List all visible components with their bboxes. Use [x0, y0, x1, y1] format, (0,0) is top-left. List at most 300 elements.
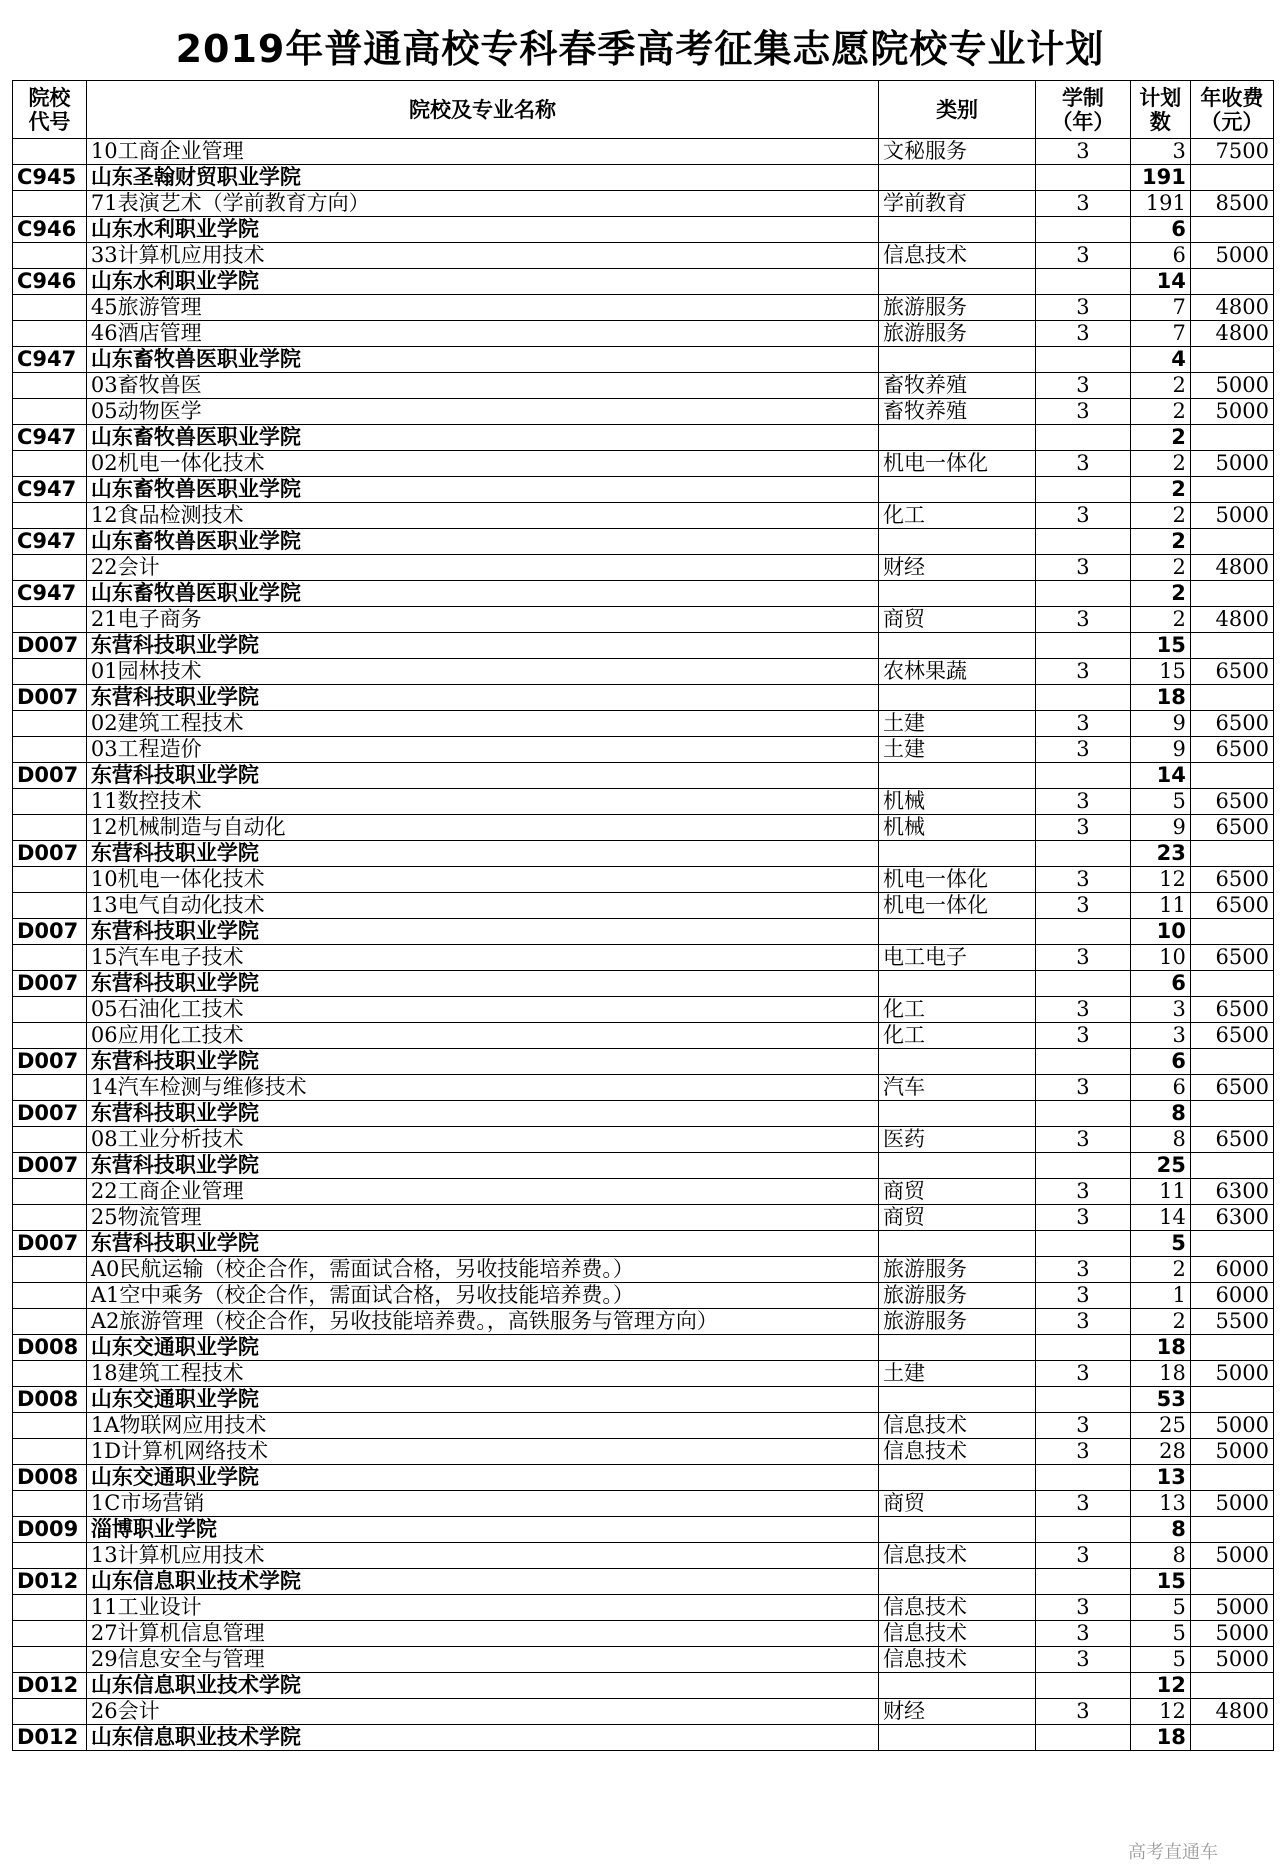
- cell-code: D007: [13, 1049, 87, 1075]
- major-row: [13, 607, 1274, 633]
- cell-category: [879, 971, 1036, 997]
- cell-name: 11工业设计: [86, 1595, 878, 1621]
- cell-code: [13, 711, 87, 737]
- cell-category: 化工: [879, 997, 1036, 1023]
- cell-category: [879, 1465, 1036, 1491]
- cell-years: 3: [1036, 1179, 1131, 1205]
- cell-name: 山东信息职业技术学院: [86, 1673, 878, 1699]
- cell-name: 山东交通职业学院: [86, 1387, 878, 1413]
- cell-name: 06应用化工技术: [86, 1023, 878, 1049]
- cell-years: [1036, 1569, 1131, 1595]
- cell-category: 电工电子: [879, 945, 1036, 971]
- cell-fee: [1190, 633, 1273, 659]
- cell-fee: [1190, 1673, 1273, 1699]
- cell-category: 畜牧养殖: [879, 373, 1036, 399]
- cell-plan: 18: [1130, 1725, 1190, 1751]
- cell-plan: 15: [1130, 659, 1190, 685]
- cell-plan: 12: [1130, 1699, 1190, 1725]
- cell-fee: [1190, 1231, 1273, 1257]
- cell-years: [1036, 919, 1131, 945]
- cell-category: 信息技术: [879, 1595, 1036, 1621]
- cell-years: 3: [1036, 893, 1131, 919]
- cell-fee: 8500: [1190, 191, 1273, 217]
- cell-plan: 2: [1130, 425, 1190, 451]
- cell-years: 3: [1036, 295, 1131, 321]
- cell-code: [13, 815, 87, 841]
- school-row: [13, 685, 1274, 711]
- cell-fee: [1190, 217, 1273, 243]
- cell-plan: 5: [1130, 1621, 1190, 1647]
- cell-years: 3: [1036, 1361, 1131, 1387]
- cell-code: [13, 1439, 87, 1465]
- cell-plan: 11: [1130, 1179, 1190, 1205]
- cell-code: [13, 191, 87, 217]
- cell-years: 3: [1036, 1309, 1131, 1335]
- cell-fee: 5500: [1190, 1309, 1273, 1335]
- cell-fee: [1190, 1101, 1273, 1127]
- cell-fee: 4800: [1190, 1699, 1273, 1725]
- cell-name: 22会计: [86, 555, 878, 581]
- cell-name: 05动物医学: [86, 399, 878, 425]
- major-row: [13, 555, 1274, 581]
- cell-years: 3: [1036, 191, 1131, 217]
- cell-fee: [1190, 1465, 1273, 1491]
- cell-plan: 9: [1130, 711, 1190, 737]
- cell-name: 33计算机应用技术: [86, 243, 878, 269]
- cell-fee: 5000: [1190, 1647, 1273, 1673]
- cell-name: 东营科技职业学院: [86, 633, 878, 659]
- cell-plan: 2: [1130, 503, 1190, 529]
- major-row: [13, 1075, 1274, 1101]
- cell-years: 3: [1036, 659, 1131, 685]
- cell-fee: [1190, 763, 1273, 789]
- cell-category: 旅游服务: [879, 1283, 1036, 1309]
- cell-code: D012: [13, 1569, 87, 1595]
- cell-name: 山东畜牧兽医职业学院: [86, 347, 878, 373]
- cell-years: [1036, 1101, 1131, 1127]
- cell-category: 机电一体化: [879, 893, 1036, 919]
- cell-plan: 15: [1130, 1569, 1190, 1595]
- cell-years: [1036, 425, 1131, 451]
- cell-code: [13, 503, 87, 529]
- cell-plan: 3: [1130, 997, 1190, 1023]
- school-row: [13, 841, 1274, 867]
- cell-years: 3: [1036, 815, 1131, 841]
- cell-name: 1D计算机网络技术: [86, 1439, 878, 1465]
- table-header-row: [13, 81, 1274, 139]
- cell-code: [13, 139, 87, 165]
- major-row: [13, 737, 1274, 763]
- cell-years: 3: [1036, 399, 1131, 425]
- cell-category: 文秘服务: [879, 139, 1036, 165]
- cell-code: C947: [13, 529, 87, 555]
- cell-name: 18建筑工程技术: [86, 1361, 878, 1387]
- cell-code: [13, 321, 87, 347]
- cell-years: 3: [1036, 1023, 1131, 1049]
- cell-years: [1036, 971, 1131, 997]
- major-row: [13, 1647, 1274, 1673]
- cell-plan: 7: [1130, 295, 1190, 321]
- cell-category: [879, 685, 1036, 711]
- cell-plan: 5: [1130, 1231, 1190, 1257]
- cell-years: 3: [1036, 867, 1131, 893]
- cell-fee: [1190, 971, 1273, 997]
- cell-category: 机电一体化: [879, 451, 1036, 477]
- cell-fee: 5000: [1190, 1439, 1273, 1465]
- cell-code: D009: [13, 1517, 87, 1543]
- header-years: 学制 （年）: [1036, 81, 1131, 139]
- major-row: [13, 243, 1274, 269]
- major-row: [13, 815, 1274, 841]
- cell-plan: 28: [1130, 1439, 1190, 1465]
- cell-fee: 6300: [1190, 1179, 1273, 1205]
- cell-plan: 11: [1130, 893, 1190, 919]
- cell-category: [879, 1569, 1036, 1595]
- cell-fee: 6500: [1190, 1127, 1273, 1153]
- cell-plan: 12: [1130, 1673, 1190, 1699]
- cell-name: 山东水利职业学院: [86, 217, 878, 243]
- cell-code: [13, 399, 87, 425]
- cell-plan: 12: [1130, 867, 1190, 893]
- major-row: [13, 373, 1274, 399]
- cell-fee: 5000: [1190, 1491, 1273, 1517]
- school-row: [13, 269, 1274, 295]
- cell-plan: 8: [1130, 1127, 1190, 1153]
- cell-years: [1036, 1153, 1131, 1179]
- cell-years: [1036, 581, 1131, 607]
- cell-plan: 4: [1130, 347, 1190, 373]
- cell-code: D008: [13, 1387, 87, 1413]
- school-row: [13, 1231, 1274, 1257]
- cell-years: 3: [1036, 945, 1131, 971]
- cell-years: 3: [1036, 1257, 1131, 1283]
- school-row: [13, 1153, 1274, 1179]
- cell-fee: 6500: [1190, 997, 1273, 1023]
- cell-name: 01园林技术: [86, 659, 878, 685]
- cell-plan: 2: [1130, 1309, 1190, 1335]
- cell-name: 东营科技职业学院: [86, 841, 878, 867]
- cell-code: [13, 1647, 87, 1673]
- cell-fee: 6500: [1190, 867, 1273, 893]
- cell-years: 3: [1036, 1075, 1131, 1101]
- cell-category: [879, 1517, 1036, 1543]
- cell-plan: 2: [1130, 451, 1190, 477]
- cell-code: [13, 737, 87, 763]
- cell-code: D012: [13, 1673, 87, 1699]
- cell-years: [1036, 1231, 1131, 1257]
- header-code: 院校 代号: [13, 81, 87, 139]
- cell-fee: 6500: [1190, 1023, 1273, 1049]
- cell-code: D007: [13, 971, 87, 997]
- cell-category: 土建: [879, 1361, 1036, 1387]
- cell-fee: 6500: [1190, 1075, 1273, 1101]
- cell-plan: 18: [1130, 1361, 1190, 1387]
- school-row: [13, 1517, 1274, 1543]
- cell-plan: 2: [1130, 581, 1190, 607]
- cell-category: 土建: [879, 711, 1036, 737]
- cell-category: [879, 581, 1036, 607]
- cell-years: [1036, 841, 1131, 867]
- major-row: [13, 191, 1274, 217]
- cell-plan: 1: [1130, 1283, 1190, 1309]
- cell-name: 29信息安全与管理: [86, 1647, 878, 1673]
- major-row: [13, 1257, 1274, 1283]
- cell-code: [13, 659, 87, 685]
- cell-years: 3: [1036, 1127, 1131, 1153]
- cell-years: [1036, 529, 1131, 555]
- cell-fee: 7500: [1190, 139, 1273, 165]
- cell-code: [13, 1361, 87, 1387]
- cell-years: 3: [1036, 1595, 1131, 1621]
- cell-years: 3: [1036, 1413, 1131, 1439]
- cell-category: [879, 1725, 1036, 1751]
- school-row: [13, 1465, 1274, 1491]
- cell-code: C947: [13, 581, 87, 607]
- cell-name: 26会计: [86, 1699, 878, 1725]
- cell-code: D007: [13, 633, 87, 659]
- cell-category: [879, 1049, 1036, 1075]
- cell-code: [13, 1179, 87, 1205]
- cell-category: [879, 269, 1036, 295]
- cell-category: [879, 1153, 1036, 1179]
- cell-category: [879, 529, 1036, 555]
- cell-plan: 25: [1130, 1413, 1190, 1439]
- header-fee: 年收费 （元）: [1190, 81, 1273, 139]
- school-row: [13, 581, 1274, 607]
- cell-name: 山东交通职业学院: [86, 1465, 878, 1491]
- school-row: [13, 477, 1274, 503]
- cell-category: [879, 477, 1036, 503]
- cell-category: [879, 217, 1036, 243]
- cell-years: 3: [1036, 711, 1131, 737]
- cell-name: 东营科技职业学院: [86, 1153, 878, 1179]
- cell-code: D007: [13, 763, 87, 789]
- cell-category: [879, 1335, 1036, 1361]
- cell-plan: 14: [1130, 763, 1190, 789]
- cell-fee: 6500: [1190, 893, 1273, 919]
- cell-years: [1036, 633, 1131, 659]
- cell-fee: [1190, 1569, 1273, 1595]
- major-row: [13, 711, 1274, 737]
- cell-fee: 6500: [1190, 659, 1273, 685]
- cell-name: 东营科技职业学院: [86, 919, 878, 945]
- cell-name: 东营科技职业学院: [86, 971, 878, 997]
- cell-code: [13, 295, 87, 321]
- cell-name: 1A物联网应用技术: [86, 1413, 878, 1439]
- cell-category: [879, 763, 1036, 789]
- cell-code: [13, 997, 87, 1023]
- cell-name: 东营科技职业学院: [86, 763, 878, 789]
- cell-name: 15汽车电子技术: [86, 945, 878, 971]
- cell-years: [1036, 763, 1131, 789]
- cell-name: 03畜牧兽医: [86, 373, 878, 399]
- major-row: [13, 1205, 1274, 1231]
- cell-code: [13, 1075, 87, 1101]
- cell-code: [13, 1543, 87, 1569]
- cell-plan: 13: [1130, 1491, 1190, 1517]
- major-row: [13, 1699, 1274, 1725]
- cell-category: 机械: [879, 815, 1036, 841]
- school-row: [13, 971, 1274, 997]
- cell-plan: 14: [1130, 1205, 1190, 1231]
- cell-years: [1036, 1517, 1131, 1543]
- cell-fee: [1190, 347, 1273, 373]
- school-row: [13, 1725, 1274, 1751]
- cell-name: 25物流管理: [86, 1205, 878, 1231]
- cell-plan: 53: [1130, 1387, 1190, 1413]
- cell-category: 畜牧养殖: [879, 399, 1036, 425]
- cell-name: 13计算机应用技术: [86, 1543, 878, 1569]
- cell-code: [13, 1309, 87, 1335]
- cell-plan: 14: [1130, 269, 1190, 295]
- school-row: [13, 347, 1274, 373]
- cell-name: 山东水利职业学院: [86, 269, 878, 295]
- cell-category: 商贸: [879, 607, 1036, 633]
- cell-category: [879, 1231, 1036, 1257]
- cell-fee: 5000: [1190, 373, 1273, 399]
- major-row: [13, 295, 1274, 321]
- cell-code: [13, 1413, 87, 1439]
- cell-code: [13, 607, 87, 633]
- cell-name: 东营科技职业学院: [86, 685, 878, 711]
- cell-plan: 5: [1130, 1647, 1190, 1673]
- major-row: [13, 1491, 1274, 1517]
- header-name: 院校及专业名称: [86, 81, 878, 139]
- cell-name: 27计算机信息管理: [86, 1621, 878, 1647]
- cell-code: [13, 1491, 87, 1517]
- cell-years: 3: [1036, 789, 1131, 815]
- cell-name: 东营科技职业学院: [86, 1101, 878, 1127]
- cell-category: [879, 919, 1036, 945]
- cell-years: [1036, 685, 1131, 711]
- cell-plan: 18: [1130, 685, 1190, 711]
- cell-years: 3: [1036, 1439, 1131, 1465]
- cell-fee: 4800: [1190, 295, 1273, 321]
- cell-years: 3: [1036, 1205, 1131, 1231]
- cell-name: 山东圣翰财贸职业学院: [86, 165, 878, 191]
- cell-plan: 6: [1130, 243, 1190, 269]
- cell-code: C947: [13, 425, 87, 451]
- cell-code: D007: [13, 1153, 87, 1179]
- cell-fee: [1190, 841, 1273, 867]
- cell-code: D008: [13, 1465, 87, 1491]
- cell-years: 3: [1036, 139, 1131, 165]
- cell-code: [13, 1621, 87, 1647]
- cell-plan: 6: [1130, 971, 1190, 997]
- cell-category: 旅游服务: [879, 1257, 1036, 1283]
- cell-code: [13, 893, 87, 919]
- cell-name: 46酒店管理: [86, 321, 878, 347]
- cell-category: 信息技术: [879, 243, 1036, 269]
- cell-category: 财经: [879, 1699, 1036, 1725]
- cell-fee: 6500: [1190, 737, 1273, 763]
- major-row: [13, 997, 1274, 1023]
- cell-category: 农林果蔬: [879, 659, 1036, 685]
- cell-code: [13, 243, 87, 269]
- cell-category: [879, 347, 1036, 373]
- cell-category: [879, 1673, 1036, 1699]
- school-row: [13, 763, 1274, 789]
- cell-name: 东营科技职业学院: [86, 1049, 878, 1075]
- cell-name: 11数控技术: [86, 789, 878, 815]
- cell-plan: 15: [1130, 633, 1190, 659]
- major-row: [13, 893, 1274, 919]
- cell-code: D007: [13, 919, 87, 945]
- cell-fee: 6000: [1190, 1283, 1273, 1309]
- cell-name: 山东信息职业技术学院: [86, 1569, 878, 1595]
- school-row: [13, 217, 1274, 243]
- cell-category: 信息技术: [879, 1647, 1036, 1673]
- header-category: 类别: [879, 81, 1036, 139]
- cell-fee: [1190, 1153, 1273, 1179]
- cell-years: [1036, 165, 1131, 191]
- cell-plan: 2: [1130, 399, 1190, 425]
- major-row: [13, 1283, 1274, 1309]
- cell-years: 3: [1036, 243, 1131, 269]
- cell-code: C945: [13, 165, 87, 191]
- cell-plan: 6: [1130, 1075, 1190, 1101]
- cell-plan: 10: [1130, 919, 1190, 945]
- cell-fee: 5000: [1190, 503, 1273, 529]
- cell-fee: 5000: [1190, 1361, 1273, 1387]
- cell-years: 3: [1036, 737, 1131, 763]
- school-row: [13, 529, 1274, 555]
- cell-category: [879, 165, 1036, 191]
- cell-code: C947: [13, 477, 87, 503]
- major-row: [13, 1127, 1274, 1153]
- header-plan: 计划 数: [1130, 81, 1190, 139]
- watermark-text: 高考直通车: [1128, 1842, 1218, 1863]
- cell-category: [879, 633, 1036, 659]
- cell-category: [879, 1101, 1036, 1127]
- cell-code: [13, 867, 87, 893]
- school-row: [13, 425, 1274, 451]
- cell-fee: 5000: [1190, 243, 1273, 269]
- cell-code: [13, 451, 87, 477]
- cell-category: 汽车: [879, 1075, 1036, 1101]
- cell-name: 1C市场营销: [86, 1491, 878, 1517]
- cell-plan: 2: [1130, 373, 1190, 399]
- school-row: [13, 1101, 1274, 1127]
- cell-code: C947: [13, 347, 87, 373]
- cell-name: 山东畜牧兽医职业学院: [86, 529, 878, 555]
- table-body: [13, 139, 1274, 1751]
- cell-years: 3: [1036, 1647, 1131, 1673]
- cell-fee: [1190, 165, 1273, 191]
- cell-code: [13, 1699, 87, 1725]
- cell-fee: 5000: [1190, 1413, 1273, 1439]
- cell-fee: 5000: [1190, 1621, 1273, 1647]
- cell-years: 3: [1036, 1543, 1131, 1569]
- cell-category: 土建: [879, 737, 1036, 763]
- cell-category: 机电一体化: [879, 867, 1036, 893]
- school-row: [13, 1569, 1274, 1595]
- major-row: [13, 1621, 1274, 1647]
- cell-fee: 6500: [1190, 945, 1273, 971]
- cell-plan: 191: [1130, 165, 1190, 191]
- cell-fee: 5000: [1190, 1595, 1273, 1621]
- cell-years: 3: [1036, 997, 1131, 1023]
- cell-code: C946: [13, 269, 87, 295]
- cell-plan: 6: [1130, 217, 1190, 243]
- major-row: [13, 659, 1274, 685]
- cell-fee: 5000: [1190, 1543, 1273, 1569]
- cell-plan: 2: [1130, 529, 1190, 555]
- cell-name: 山东畜牧兽医职业学院: [86, 425, 878, 451]
- cell-plan: 3: [1130, 139, 1190, 165]
- cell-fee: [1190, 1335, 1273, 1361]
- cell-name: 淄博职业学院: [86, 1517, 878, 1543]
